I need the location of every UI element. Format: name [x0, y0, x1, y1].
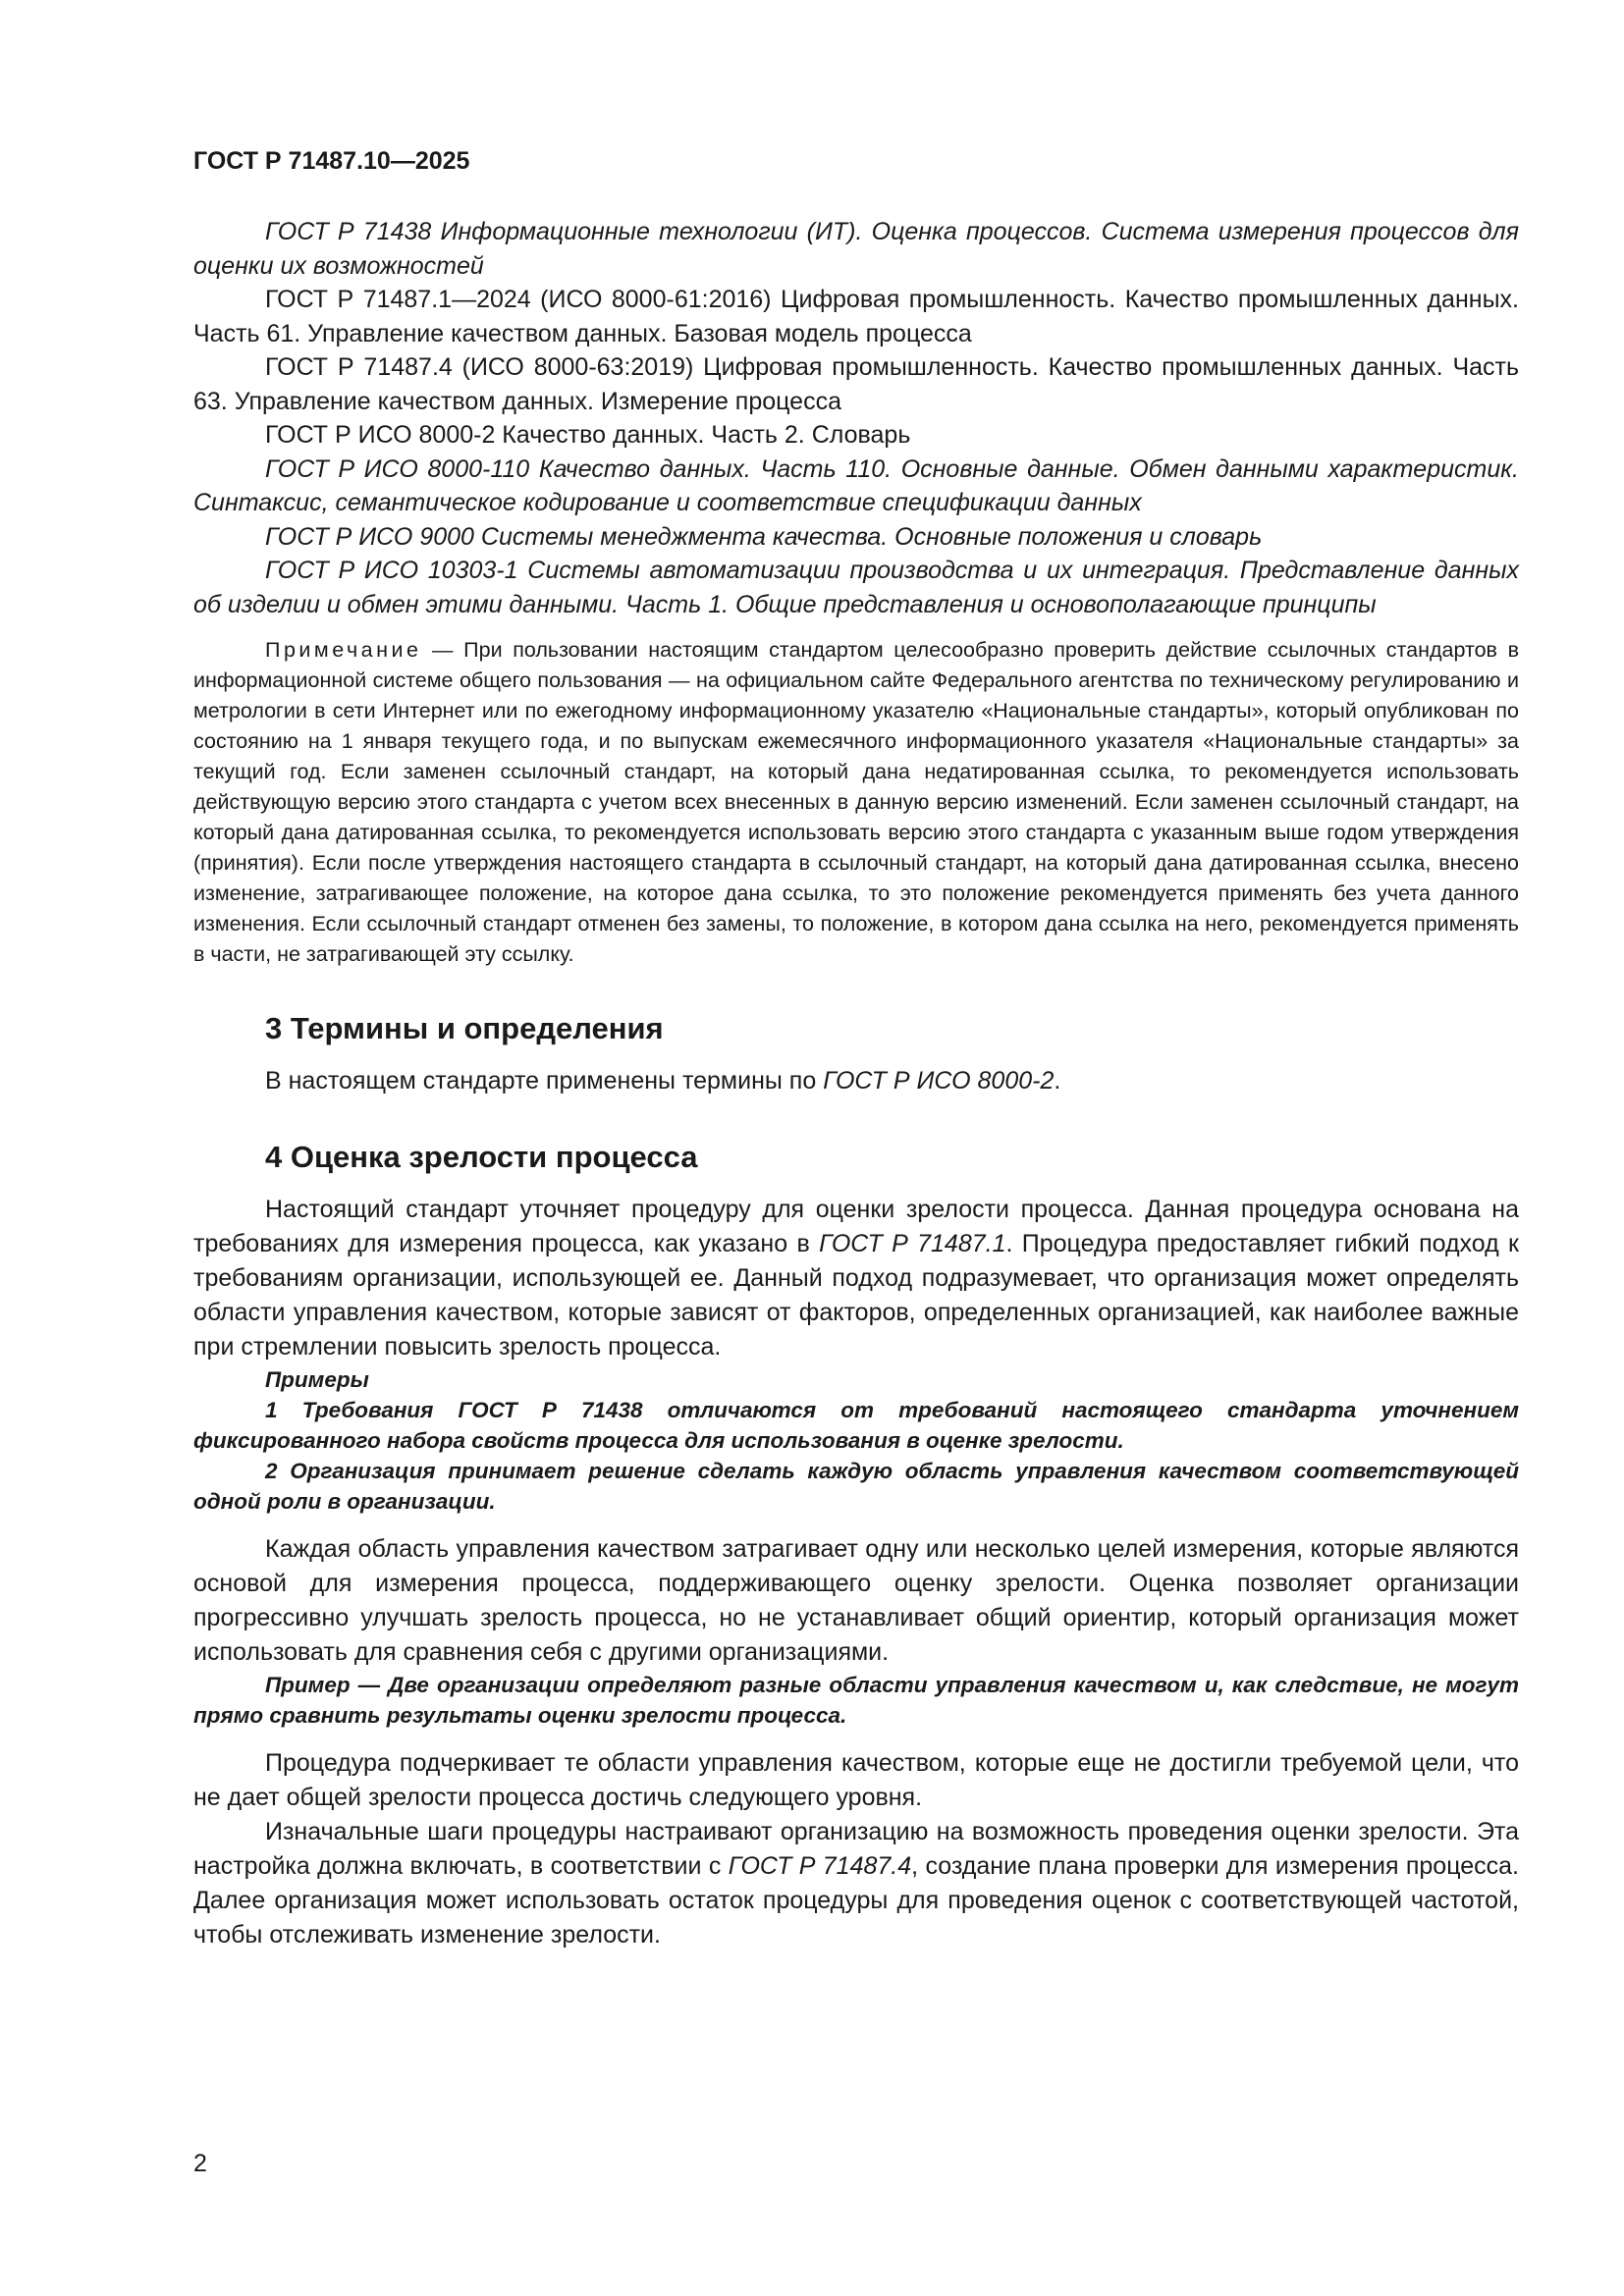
- section-4-paragraph: Каждая область управления качеством затрагивает одну или несколько целей измерения, которые являются основой для измерения процесса, поддерживающего оценку зрелости. Оценка позволяет организации прогрессивно улучшать зрелость процесса, но не устанавливает общий ориентир, который организация может использовать для сравнения себя с другими организациями.: [193, 1535, 1519, 1666]
- example-item: Пример — Две организации определяют разные области управления качеством и, как следствие, не могут прямо сравнить результаты оценки зрелости процесса.: [193, 1673, 1519, 1728]
- reference-item: ГОСТ Р ИСО 8000-2 Качество данных. Часть 2. Словарь: [265, 421, 911, 449]
- reference-item: ГОСТ Р ИСО 8000-110 Качество данных. Часть 110. Основные данные. Обмен данными характеристик. Синтаксис, семантическое кодирование и соответствие спецификации данных: [193, 454, 1519, 516]
- note-paragraph: [193, 635, 1519, 970]
- note-label: Примечание: [265, 638, 422, 662]
- section-3-paragraph: [193, 1064, 1519, 1098]
- reference-item: ГОСТ Р ИСО 9000 Системы менеджмента качества. Основные положения и словарь: [265, 522, 1263, 551]
- section-4-paragraph: [193, 1193, 1519, 1364]
- reference-item: ГОСТ Р 71438 Информационные технологии (ИТ). Оценка процессов. Система измерения процессов для оценки их возможностей: [193, 218, 1519, 280]
- text-run: В настоящем стандарте применены термины по: [265, 1067, 824, 1095]
- normative-references: [193, 215, 1519, 621]
- text-run: Изначальные шаги процедуры настраивают организацию на возможность проведения оценки зрелости. Эта настройка должна включать, в соответствии с: [193, 1818, 1519, 1880]
- examples-title: Примеры: [265, 1367, 369, 1392]
- reference-link: ГОСТ Р ИСО 8000-2: [823, 1067, 1055, 1095]
- example-item: 2 Организация принимает решение сделать каждую область управления качеством соответствующей одной роли в организации.: [193, 1459, 1519, 1514]
- reference-link: ГОСТ Р 71487.1: [819, 1230, 1006, 1257]
- reference-item: ГОСТ Р 71487.4 (ИСО 8000-63:2019) Цифровая промышленность. Качество промышленных данных. Часть 63. Управление качеством данных. Измерение процесса: [193, 353, 1519, 415]
- text-run: .: [1054, 1067, 1061, 1095]
- document-header: ГОСТ Р 71487.10—2025: [193, 147, 470, 175]
- text-run: Настоящий стандарт уточняет процедуру для оценки зрелости процесса. Данная процедура основана на требованиях для измерения процесса, как указано в: [193, 1196, 1519, 1257]
- text-run: . Процедура предоставляет гибкий подход к требованиям организации, использующей ее. Данный подход подразумевает, что организация может определять области управления качеством, которые зависят от факторов, определенных организацией, как наиболее важные при стремлении повысить зрелость процесса.: [193, 1230, 1519, 1361]
- section-4-paragraph: Процедура подчеркивает те области управления качеством, которые еще не достигли требуемой цели, что не дает общей зрелости процесса достичь следующего уровня.: [193, 1749, 1519, 1811]
- reference-item: ГОСТ Р ИСО 10303-1 Системы автоматизации производства и их интеграция. Представление данных об изделии и обмен этими данными. Часть 1. Общие представления и основополагающие принципы: [193, 557, 1519, 618]
- example-item: 1 Требования ГОСТ Р 71438 отличаются от требований настоящего стандарта уточнением фиксированного набора свойств процесса для использования в оценке зрелости.: [193, 1398, 1519, 1453]
- section-4-paragraph: [193, 1815, 1519, 1952]
- document-page: [193, 147, 1519, 1952]
- section-3-heading: 3 Термины и определения: [265, 1011, 664, 1045]
- reference-link: ГОСТ Р 71487.4: [728, 1852, 912, 1880]
- reference-item: ГОСТ Р 71487.1—2024 (ИСО 8000-61:2016) Цифровая промышленность. Качество промышленных данных. Часть 61. Управление качеством данных. Базовая модель процесса: [193, 286, 1519, 347]
- text-run: , создание плана проверки для измерения процесса. Далее организация может использовать остаток процедуры для проведения оценок с соответствующей частотой, чтобы отслеживать изменение зрелости.: [193, 1852, 1519, 1949]
- section-4-heading: 4 Оценка зрелости процесса: [265, 1140, 698, 1174]
- page-number: 2: [193, 2150, 207, 2177]
- note-text: — При пользовании настоящим стандартом целесообразно проверить действие ссылочных стандартов в информационной системе общего пользования — на официальном сайте Федерального агентства по техническому регулированию и метрологии в сети Интернет или по ежегодному информационному указателю «Национальные стандарты», который опубликован по состоянию на 1 января текущего года, и по выпускам ежемесячного информационного указателя «Национальные стандарты» за текущий год. Если заменен ссылочный стандарт, на который дана недатированная ссылка, то рекомендуется использовать действующую версию этого стандарта с учетом всех внесенных в данную версию изменений. Если заменен ссылочный стандарт, на который дана датированная ссылка, то рекомендуется использовать версию этого стандарта с указанным выше годом утверждения (принятия). Если после утверждения настоящего стандарта в ссылочный стандарт, на который дана датированная ссылка, внесено изменение, затрагивающее положение, на которое дана ссылка, то это положение рекомендуется применять без учета данного изменения. Если ссылочный стандарт отменен без замены, то положение, в котором дана ссылка на него, рекомендуется применять в части, не затрагивающей эту ссылку.: [193, 638, 1519, 966]
